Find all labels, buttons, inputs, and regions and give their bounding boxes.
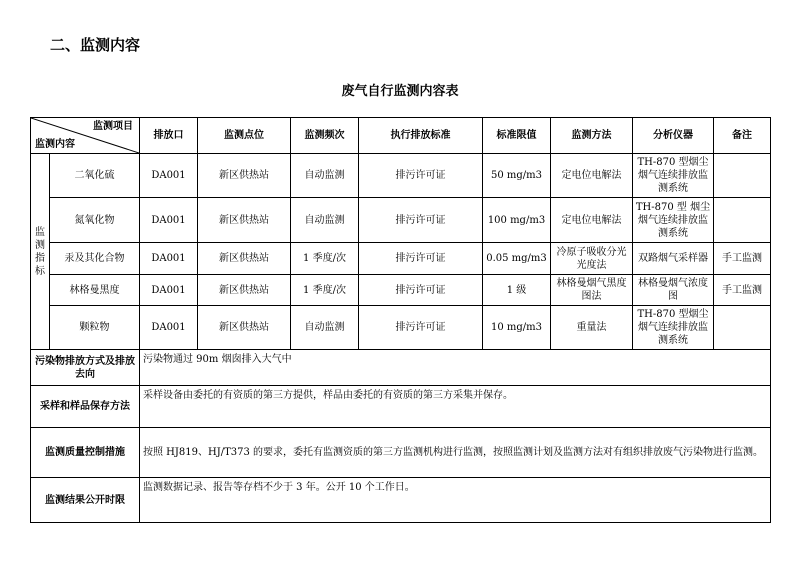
cell-limit: 0.05 mg/m3 xyxy=(483,243,551,275)
cell-item: 氮氧化物 xyxy=(50,198,140,243)
cell-remark: 手工监测 xyxy=(714,243,771,275)
footer-label-quality: 监测质量控制措施 xyxy=(31,428,140,478)
cell-item: 二氧化硫 xyxy=(50,154,140,198)
footer-row xyxy=(31,350,771,386)
cell-frequency: 1 季度/次 xyxy=(291,275,359,306)
cell-remark xyxy=(714,154,771,198)
footer-row xyxy=(31,386,771,428)
cell-frequency: 自动监测 xyxy=(291,306,359,350)
cell-frequency: 自动监测 xyxy=(291,154,359,198)
cell-instrument: TH-870 型 烟尘烟气连续排放监测系统 xyxy=(633,198,714,243)
diagonal-header-cell xyxy=(31,118,140,154)
cell-point: 新区供热站 xyxy=(198,275,291,306)
section-title: 二、监测内容 xyxy=(50,36,141,54)
table-row xyxy=(31,243,771,275)
cell-item: 汞及其化合物 xyxy=(50,243,140,275)
header-frequency: 监测频次 xyxy=(291,118,359,154)
cell-method: 定电位电解法 xyxy=(551,198,633,243)
cell-limit: 10 mg/m3 xyxy=(483,306,551,350)
cell-point: 新区供热站 xyxy=(198,243,291,275)
cell-item: 林格曼黑度 xyxy=(50,275,140,306)
cell-instrument: TH-870 型烟尘烟气连续排放监测系统 xyxy=(633,306,714,350)
cell-method: 林格曼烟气黑度图法 xyxy=(551,275,633,306)
cell-standard: 排污许可证 xyxy=(359,154,483,198)
footer-text-sampling: 采样设备由委托的有资质的第三方提供，样品由委托的有资质的第三方采集并保存。 xyxy=(140,386,771,428)
footer-label-disclosure: 监测结果公开时限 xyxy=(31,478,140,523)
header-limit: 标准限值 xyxy=(483,118,551,154)
footer-text-disclosure: 监测数据记录、报告等存档不少于 3 年。公开 10 个工作日。 xyxy=(140,478,771,523)
cell-limit: 100 mg/m3 xyxy=(483,198,551,243)
cell-point: 新区供热站 xyxy=(198,154,291,198)
cell-method: 定电位电解法 xyxy=(551,154,633,198)
cell-item: 颗粒物 xyxy=(50,306,140,350)
cell-standard: 排污许可证 xyxy=(359,198,483,243)
cell-remark xyxy=(714,306,771,350)
header-standard: 执行排放标准 xyxy=(359,118,483,154)
cell-standard: 排污许可证 xyxy=(359,275,483,306)
cell-remark xyxy=(714,198,771,243)
header-point: 监测点位 xyxy=(198,118,291,154)
header-monitor-content: 监测内容 xyxy=(35,139,75,150)
cell-limit: 50 mg/m3 xyxy=(483,154,551,198)
footer-label-sampling: 采样和样品保存方法 xyxy=(31,386,140,428)
footer-row xyxy=(31,478,771,523)
cell-point: 新区供热站 xyxy=(198,306,291,350)
cell-outlet: DA001 xyxy=(140,243,198,275)
table-row xyxy=(31,275,771,306)
footer-label-discharge: 污染物排放方式及排放去向 xyxy=(31,350,140,386)
cell-standard: 排污许可证 xyxy=(359,306,483,350)
monitoring-table xyxy=(30,117,771,523)
header-method: 监测方法 xyxy=(551,118,633,154)
cell-method: 冷原子吸收分光光度法 xyxy=(551,243,633,275)
cell-instrument: 双路烟气采样器 xyxy=(633,243,714,275)
footer-text-quality: 按照 HJ819、HJ/T373 的要求，委托有监测资质的第三方监测机构进行监测，按照监测计划及监测方法对有组织排放废气污染物进行监测。 xyxy=(140,428,771,478)
cell-point: 新区供热站 xyxy=(198,198,291,243)
cell-outlet: DA001 xyxy=(140,306,198,350)
header-outlet: 排放口 xyxy=(140,118,198,154)
cell-remark: 手工监测 xyxy=(714,275,771,306)
cell-frequency: 自动监测 xyxy=(291,198,359,243)
table-row xyxy=(31,198,771,243)
cell-outlet: DA001 xyxy=(140,198,198,243)
indicator-label: 监测指标 xyxy=(31,154,50,350)
table-title: 废气自行监测内容表 xyxy=(341,84,459,99)
footer-text-discharge: 污染物通过 90m 烟囱排入大气中 xyxy=(140,350,771,386)
cell-instrument: TH-870 型烟尘烟气连续排放监测系统 xyxy=(633,154,714,198)
header-remark: 备注 xyxy=(714,118,771,154)
cell-standard: 排污许可证 xyxy=(359,243,483,275)
header-instrument: 分析仪器 xyxy=(633,118,714,154)
table-row xyxy=(31,306,771,350)
cell-outlet: DA001 xyxy=(140,154,198,198)
footer-row xyxy=(31,428,771,478)
header-monitor-item: 监测项目 xyxy=(93,121,133,132)
table-row xyxy=(31,154,771,198)
cell-method: 重量法 xyxy=(551,306,633,350)
cell-instrument: 林格曼烟气浓度图 xyxy=(633,275,714,306)
cell-limit: 1 级 xyxy=(483,275,551,306)
cell-outlet: DA001 xyxy=(140,275,198,306)
cell-frequency: 1 季度/次 xyxy=(291,243,359,275)
header-row xyxy=(31,118,771,154)
